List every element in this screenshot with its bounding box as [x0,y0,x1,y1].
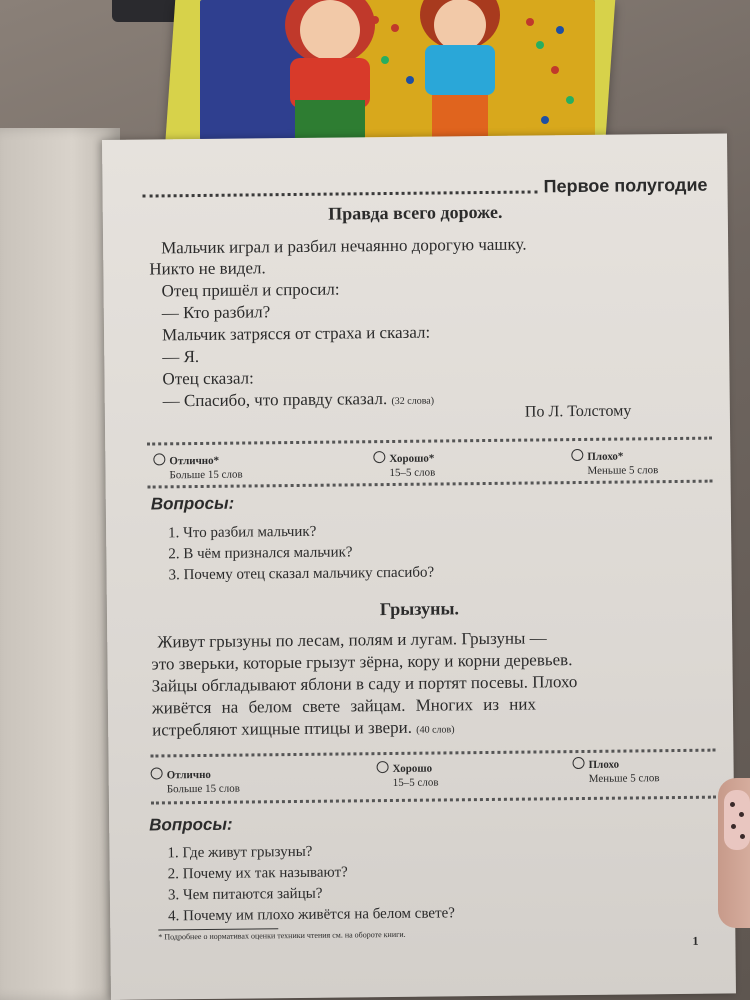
story2-title: Грызуны. [379,598,460,620]
word-count: (32 слова) [391,395,435,407]
grade-bad: Плохо Меньше 5 слов [572,756,659,786]
questions1-list [168,521,434,587]
word-count: (40 слов) [416,724,455,736]
story1-line: Мальчик играл и разбил нечаянно дорогую чашку. [161,234,527,258]
cover-illustration [200,0,595,140]
grade-excellent: Отлично* Больше 15 слов [153,453,242,483]
story1-line: — Кто разбил? [161,302,271,323]
smile-icon [151,767,163,779]
neutral-face-icon [377,761,389,773]
grade-bad: Плохо* Меньше 5 слов [571,448,658,478]
question-item: 3. Почему отец сказал мальчику спасибо? [168,564,435,584]
sad-face-icon [572,757,584,769]
neutral-face-icon [373,451,385,463]
questions2-title: Вопросы: [149,814,233,835]
story2-line: живётся на белом свете зайцам. Многих из них [151,694,537,718]
section-header [142,174,707,202]
story1-line: Отец пришёл и спросил: [161,279,340,301]
left-page [0,128,120,1000]
story1-line: — Я. [162,346,200,367]
story1-line: Мальчик затрясся от страха и сказал: [161,322,431,345]
questions2-list [167,840,455,927]
questions1-title: Вопросы: [150,493,235,514]
question-item: 2. Почему их так называют? [167,864,348,883]
section-title: Первое полугодие [543,174,708,197]
footnote: * Подробнее о нормативах оценки техники чтения см. на обороте книги. [158,929,406,942]
grade-good: Хорошо* 15–5 слов [373,451,435,481]
question-item: 4. Почему им плохо живётся на белом свете? [168,905,456,925]
story1-line: Никто не видел. [149,258,266,279]
story2-line: это зверьки, которые грызут зёрна, кору и корни деревьев. [151,650,573,674]
question-item: 1. Что разбил мальчик? [168,523,317,542]
story2-line: Зайцы обгладывают яблони в саду и портят посевы. Плохо [151,672,578,696]
header-dotted-leader [143,190,538,197]
story2-last-line [152,714,693,745]
footnote-divider [158,928,278,930]
story1-text [149,232,683,414]
story2-line: Живут грызуны по лесам, полям и лугам. Грызуны — [157,628,547,652]
page-number: 1 [692,933,699,948]
smile-icon [153,453,165,465]
story1-line: — Спасибо, что правду сказал. [162,389,388,411]
fingernail [724,790,750,850]
grade-good: Хорошо 15–5 слов [377,761,439,791]
story2-line: истребляют хищные птицы и звери. [152,717,413,740]
sad-face-icon [571,449,583,461]
grade-divider-top [147,437,712,446]
grade-excellent: Отлично Больше 15 слов [151,767,240,797]
grade-divider-bottom [151,796,716,805]
story1-line: Отец сказал: [162,368,254,389]
workbook-page [102,133,736,999]
story2-text [151,626,693,745]
story1-author: По Л. Толстому [524,402,632,421]
question-item: 2. В чём признался мальчик? [168,544,353,563]
question-item: 1. Где живут грызуны? [167,843,313,862]
question-item: 3. Чем питаются зайцы? [167,885,323,904]
story1-title: Правда всего дороже. [328,201,503,224]
